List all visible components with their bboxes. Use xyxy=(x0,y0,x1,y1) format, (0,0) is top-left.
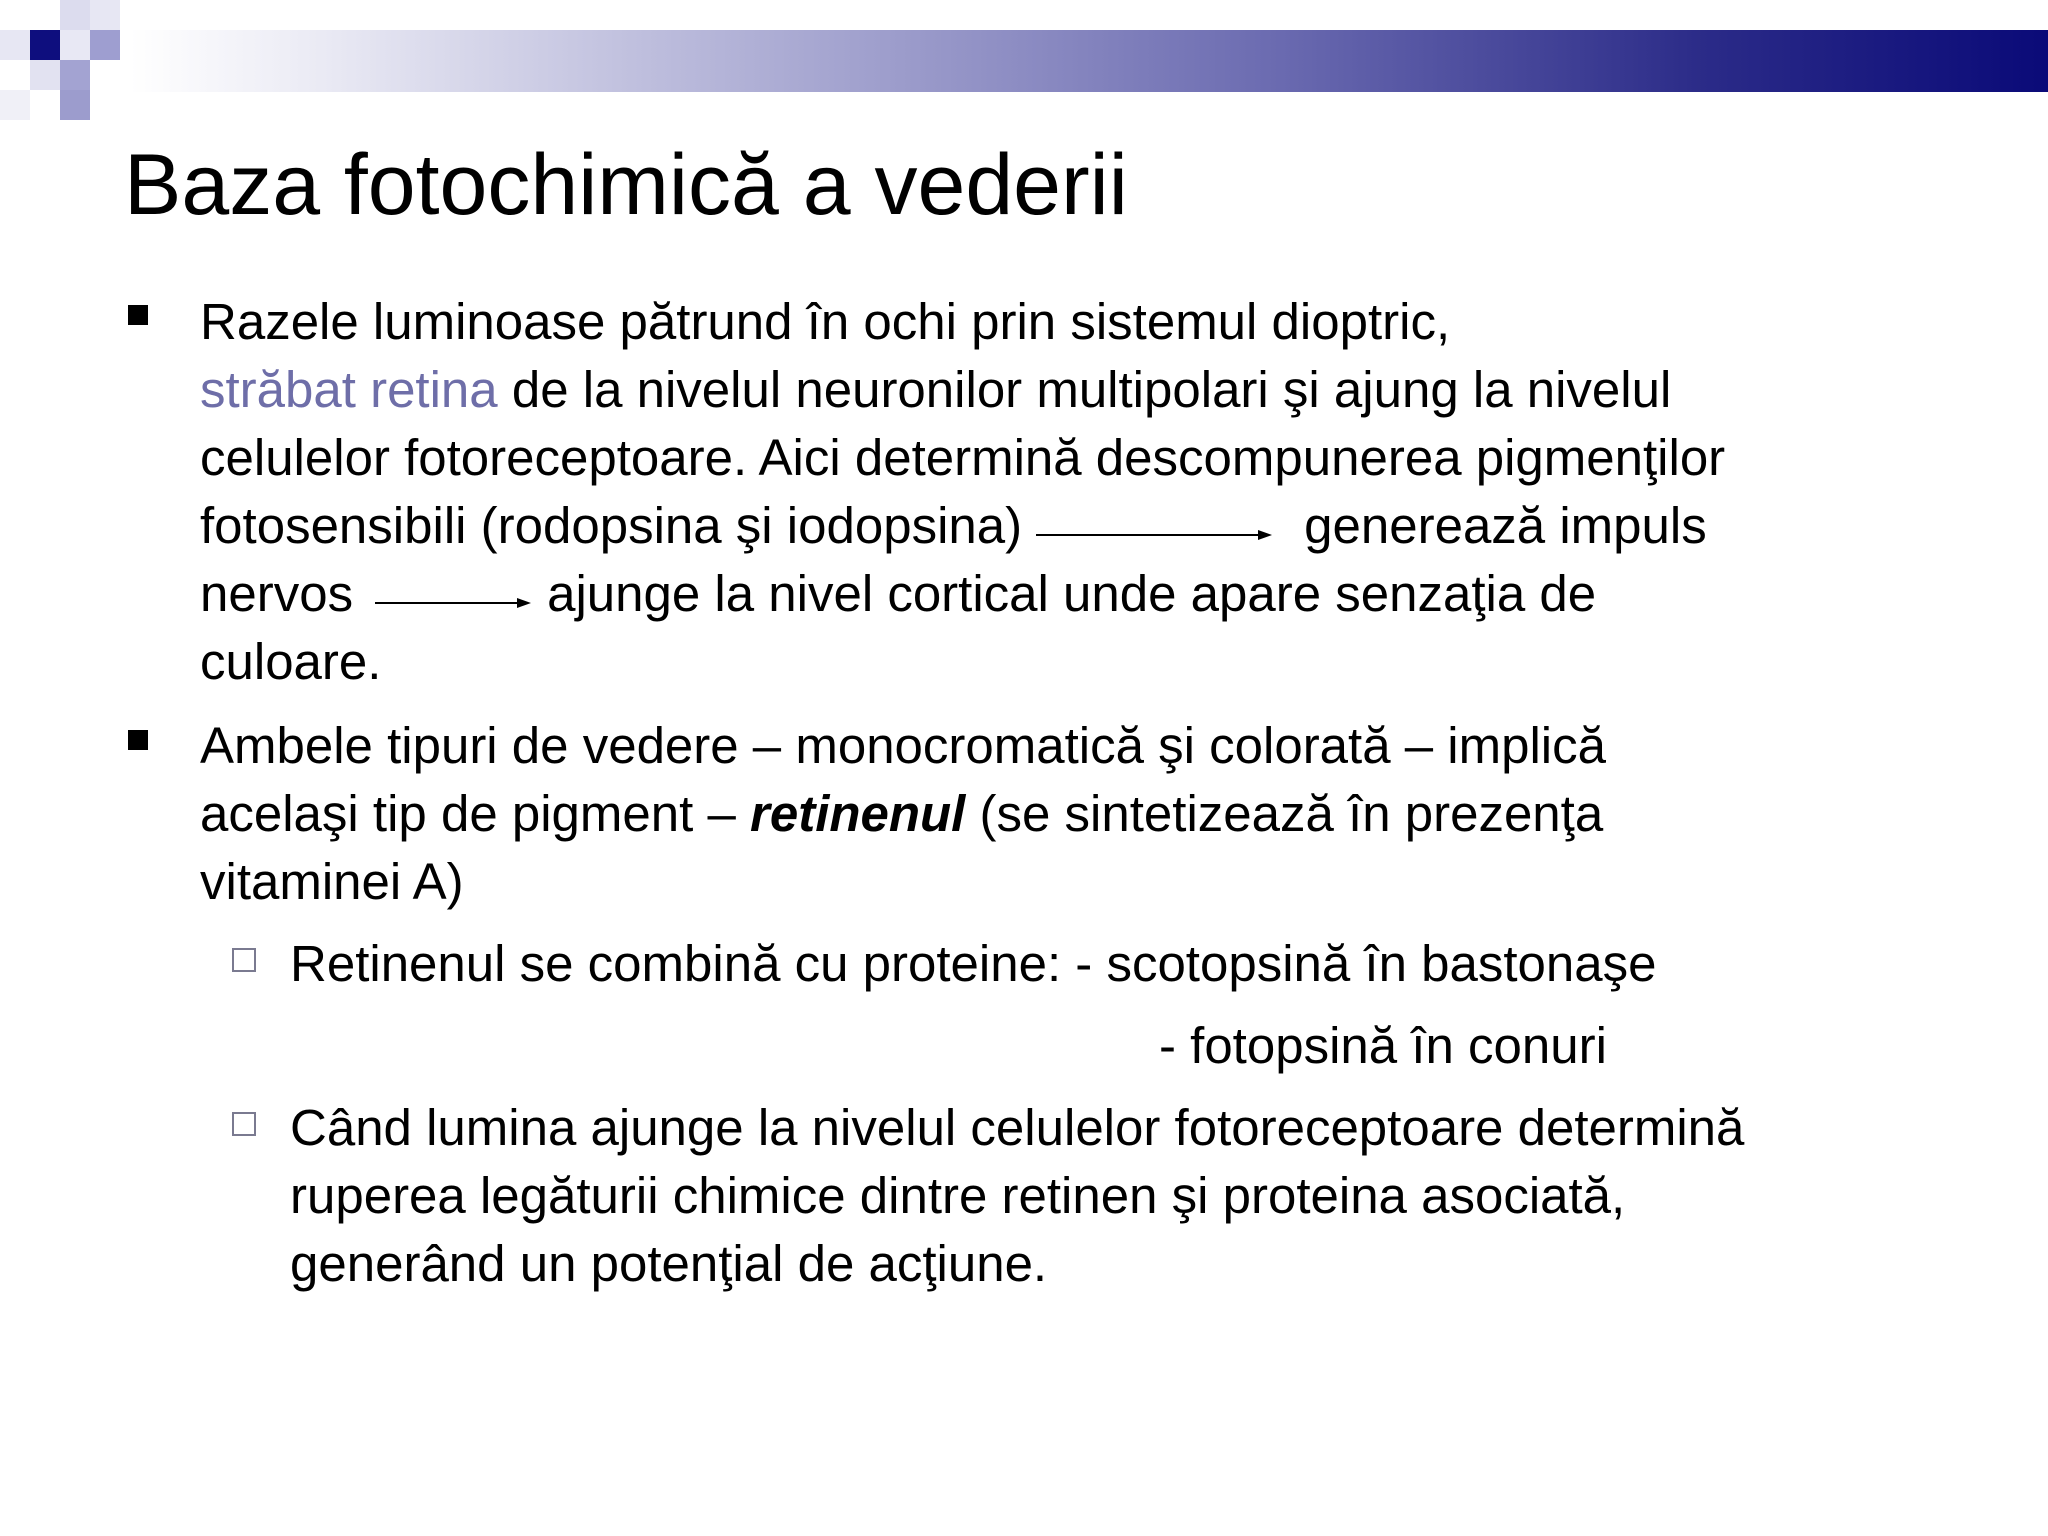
decor-square xyxy=(30,60,60,90)
bullet-1-line-5-b: ajunge la nivel cortical unde apare senzaţia de xyxy=(547,565,1597,622)
bullet-1-line-3: celulelor fotoreceptoare. Aici determină descompunerea pigmenţilor xyxy=(200,429,1726,486)
right-arrow-icon xyxy=(375,596,543,600)
right-arrow-icon xyxy=(1036,528,1284,532)
bullet-2 xyxy=(200,712,1606,916)
sub-bullet-2-line-3: generând un potenţial de acţiune. xyxy=(290,1235,1048,1292)
decor-square xyxy=(90,30,120,60)
bullet-1 xyxy=(200,288,1725,696)
sub-bullet-1-line-1: Retinenul se combină cu proteine: - scotopsină în bastonaşe xyxy=(290,935,1657,992)
slide-title: Baza fotochimică a vederii xyxy=(124,137,1128,233)
decor-square xyxy=(90,0,120,30)
hollow-square-bullet-icon xyxy=(232,948,256,972)
bullet-2-line-3: vitaminei A) xyxy=(200,853,464,910)
filled-square-bullet-icon xyxy=(128,305,148,325)
sub-bullet-2 xyxy=(290,1094,1744,1298)
highlight-text: străbat retina xyxy=(200,361,498,418)
sub-bullet-2-line-2: ruperea legăturii chimice dintre retinen şi proteina asociată, xyxy=(290,1167,1626,1224)
bullet-1-line-1: Razele luminoase pătrund în ochi prin sistemul dioptric, xyxy=(200,293,1451,350)
bullet-1-line-2-rest: de la nivelul neuronilor multipolari şi ajung la nivelul xyxy=(497,361,1672,418)
bullet-1-line-6: culoare. xyxy=(200,633,382,690)
bullet-1-line-4-b: generează impuls xyxy=(1304,497,1707,554)
bullet-2-line-2-a: acelaşi tip de pigment – xyxy=(200,785,750,842)
filled-square-bullet-icon xyxy=(128,730,148,750)
bullet-1-line-4-a: fotosensibili (rodopsina şi iodopsina) xyxy=(200,497,1023,554)
bullet-2-line-2-b: (se sintetizează în prezenţa xyxy=(965,785,1604,842)
decor-square xyxy=(30,30,60,60)
sub-bullet-2-line-1: Când lumina ajunge la nivelul celulelor fotoreceptoare determină xyxy=(290,1099,1745,1156)
bullet-2-line-1: Ambele tipuri de vedere – monocromatică şi colorată – implică xyxy=(200,717,1606,774)
bullet-1-line-5 xyxy=(200,560,1725,628)
decor-square xyxy=(60,60,90,90)
decor-square xyxy=(60,0,90,30)
bullet-2-line-2 xyxy=(200,780,1606,848)
bullet-1-line-2 xyxy=(200,356,1725,424)
hollow-square-bullet-icon xyxy=(232,1112,256,1136)
decor-square xyxy=(60,30,90,60)
sub-bullet-1-line-2: - fotopsină în conuri xyxy=(1159,1017,1607,1074)
bullet-1-line-5-a: nervos xyxy=(200,565,354,622)
bullet-1-line-4 xyxy=(200,492,1725,560)
header-gradient-bar xyxy=(130,30,2048,92)
decor-square xyxy=(60,90,90,120)
sub-bullet-1 xyxy=(290,930,1657,1080)
emphasized-term: retinenul xyxy=(750,785,966,842)
decor-square xyxy=(0,30,30,60)
decor-square xyxy=(0,90,30,120)
